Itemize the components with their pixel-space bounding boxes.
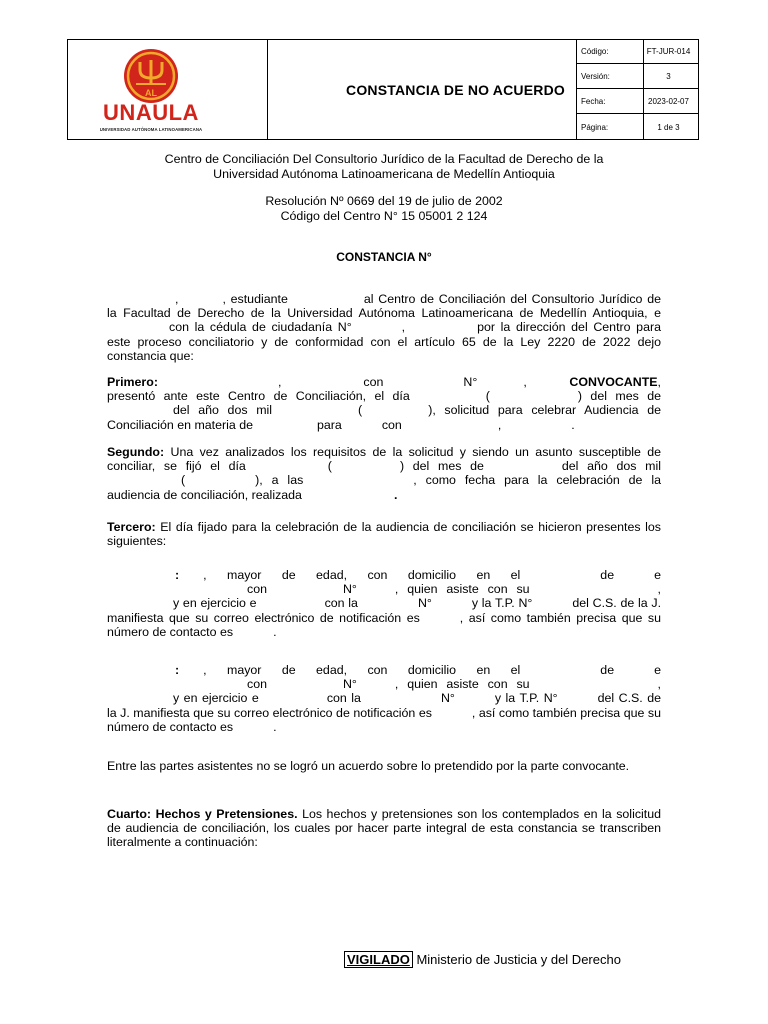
party-block-2: : , mayor de edad, con domicilio en el de econ N° , quien asiste con su ,y en ejercicio e con la N° y la T.P. N° del C.S. de la J. manifiesta que su correo electrónico de notificación es , así como también precisa que su número de contacto es . xyxy=(107,663,662,734)
paragraph-intro: , , estudiante al Centro de Conciliación del Consultorio Jurídico de la Facultad de Derecho de la Universidad Autónoma Latinoamericana de Medellín Antioquia, econ la cédula de ciudadanía N° , por la dirección del Centro para este proceso conciliatorio y de conformidad con el artículo 65 de la Ley 2220 de 2022 dejo constancia que: xyxy=(107,292,661,363)
paragraph-segundo: Segundo: Una vez analizados los requisitos de la solicitud y siendo un asunto susceptible de conciliar, se fijó el día ( ) del mes de del año dos mil( ), a las , como fecha para la celebración de la audiencia de conciliación, realizada . xyxy=(107,445,662,502)
center-name-line2: Universidad Autónoma Latinoamericana de Medellín Antioquia xyxy=(213,167,555,181)
meta-row-page: Página: 1 de 3 xyxy=(581,122,680,132)
meta-row-version: Versión: 3 xyxy=(577,65,698,89)
resolution-line: Resolución Nº 0669 del 19 de julio de 2002 xyxy=(265,194,503,208)
meta-row-code: Código: FT-JUR-014 xyxy=(577,40,698,64)
ministry-name: Ministerio de Justicia y del Derecho xyxy=(416,952,621,967)
paragraph-cuarto: Cuarto: Hechos y Pretensiones. Los hechos y pretensiones son los contemplados en la solicitud de audiencia de conciliación, los cuales por hacer parte integral de esta constancia se transcriben literalmente a continuación: xyxy=(107,807,661,850)
center-name-line1: Centro de Conciliación Del Consultorio Jurídico de la Facultad de Derecho de la xyxy=(164,152,604,166)
paragraph-primero: Primero: , con N° , CONVOCANTE, presentó ante este Centro de Conciliación, el día ( ) del mes dedel año dos mil ( ), solicitud para celebrar Audiencia de Conciliación en materia de para con , . xyxy=(107,375,661,432)
meta-row-date: Fecha: 2023-02-07 xyxy=(577,90,698,114)
logo-mark-text: AL xyxy=(145,88,157,98)
document-title: CONSTANCIA DE NO ACUERDO xyxy=(268,40,644,139)
logo-name: UNAULA xyxy=(103,100,199,125)
unaula-logo xyxy=(96,48,246,134)
party-block-1: : , mayor de edad, con domicilio en el de econ N° , quien asiste con su ,y en ejercicio e con la N° y la T.P. N° del C.S. de la J. manifiesta que su correo electrónico de notificación es , así como también precisa que su número de contacto es . xyxy=(107,568,662,639)
header-table xyxy=(67,39,699,140)
footer-vigilado xyxy=(344,952,621,967)
vigilado-label: VIGILADO xyxy=(344,951,413,968)
meta-table xyxy=(577,40,698,139)
center-code-line: Código del Centro N° 15 05001 2 124 xyxy=(280,209,488,223)
logo-subtitle: UNIVERSIDAD AUTÓNOMA LATINOAMERICANA xyxy=(99,127,203,132)
paragraph-closing: Entre las partes asistentes no se logró un acuerdo sobre lo pretendido por la parte convocante. xyxy=(107,759,630,773)
logo-cell xyxy=(68,40,268,139)
paragraph-tercero: Tercero: El día fijado para la celebración de la audiencia de conciliación se hicieron presentes los siguientes: xyxy=(107,520,661,549)
logo-emblem-icon xyxy=(96,48,206,104)
constancia-number: CONSTANCIA N° xyxy=(336,250,432,264)
